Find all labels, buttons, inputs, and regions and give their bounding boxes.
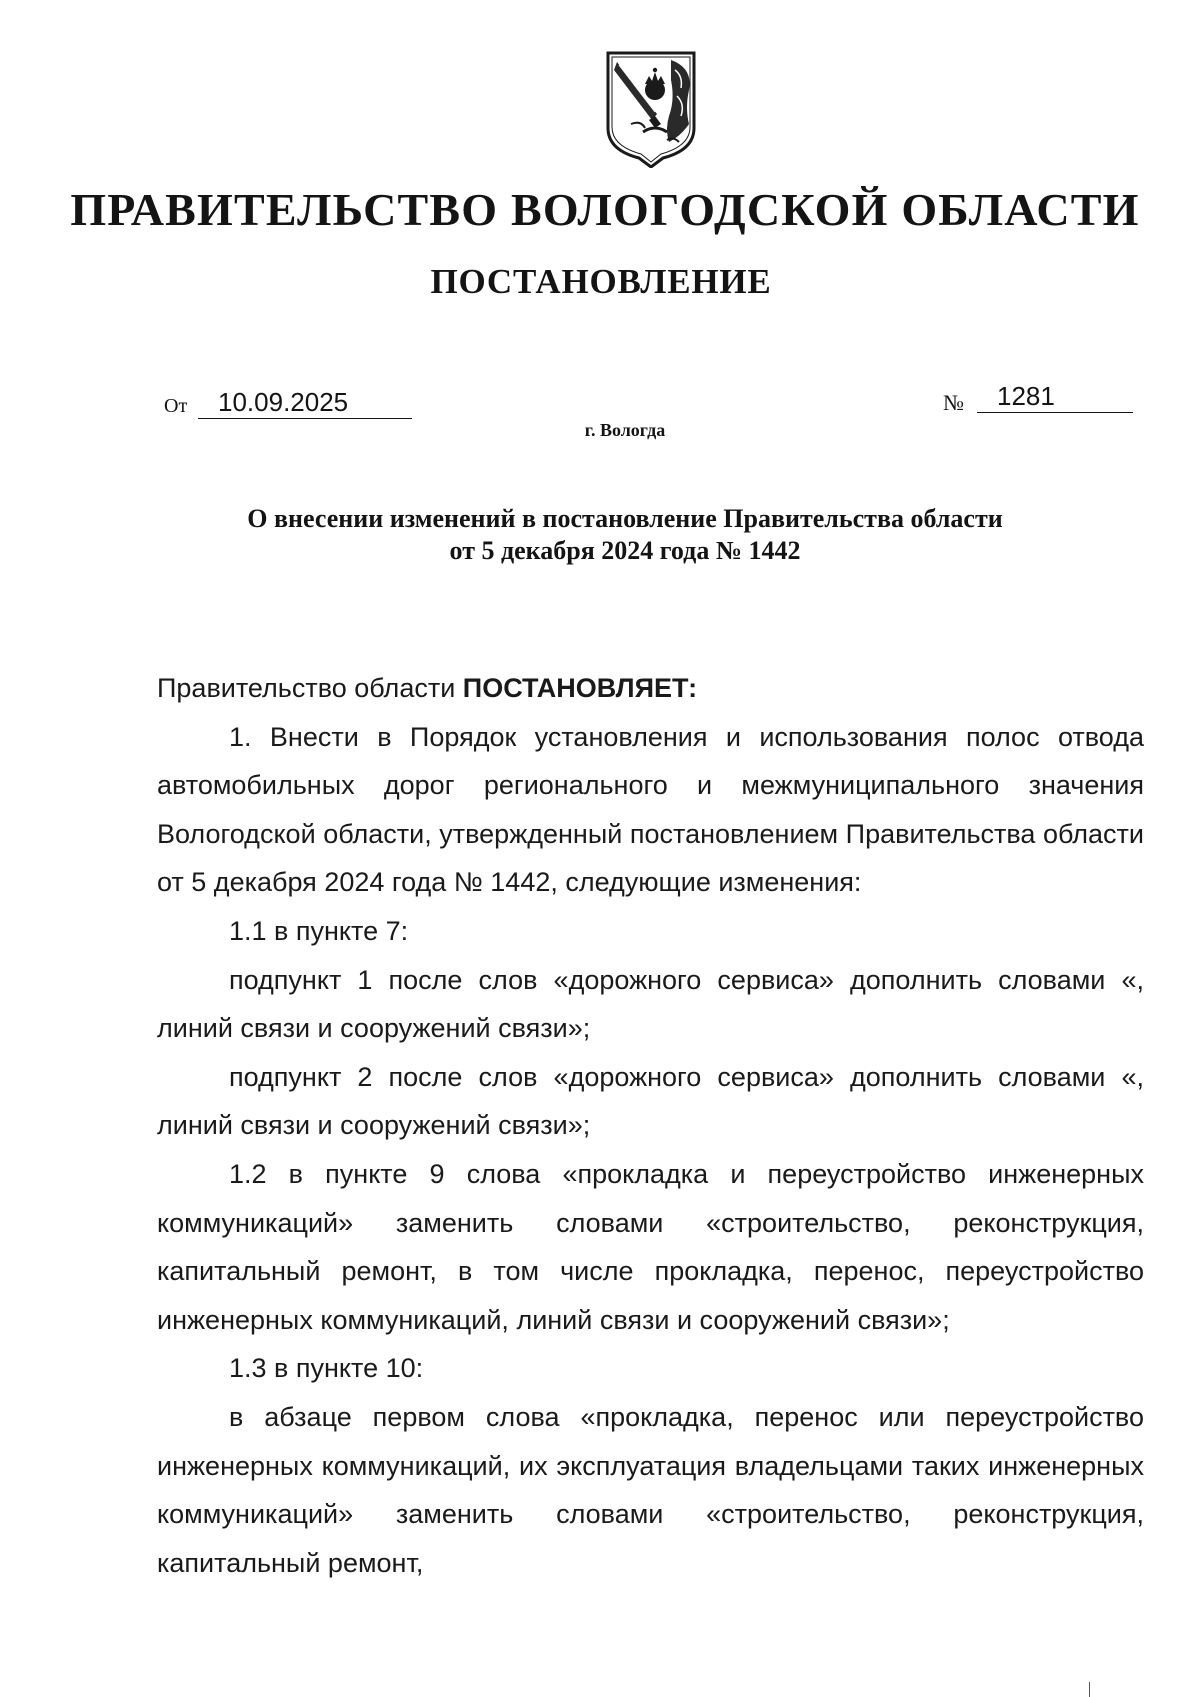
- preamble-decree: ПОСТАНОВЛЯЕТ:: [462, 673, 698, 703]
- body-paragraph: 1. Внести в Порядок установления и использования полос отвода автомобильных дорог регионального и межмуниципального значения Вологодской области, утвержденный постановлением Правительства области от 5 декабря 2024 года № 1442, следующие изменения:: [157, 721, 1144, 898]
- page-edge-mark: [1089, 1682, 1090, 1697]
- document-subject: [150, 503, 1100, 567]
- preamble: [157, 664, 1144, 713]
- body-paragraph: 1.3 в пункте 10:: [229, 1353, 424, 1384]
- preamble-text: Правительство области: [157, 673, 463, 703]
- number-label: №: [943, 390, 964, 415]
- document-type: ПОСТАНОВЛЕНИЕ: [430, 262, 772, 301]
- body-paragraph: 1.2 в пункте 9 слова «прокладка и переустройство инженерных коммуникаций» заменить словами «строительство, реконструкция, капитальный ремонт, в том числе прокладка, перенос, переустройство инженерных коммуникаций, линий связи и сооружений связи»;: [157, 1158, 1144, 1335]
- government-title: ПРАВИТЕЛЬСТВО ВОЛОГОДСКОЙ ОБЛАСТИ: [70, 184, 1140, 235]
- subject-line: О внесении изменений в постановление Правительства области: [247, 504, 1003, 533]
- vologda-coat-of-arms-icon: [605, 50, 697, 168]
- document-date: 10.09.2025: [198, 386, 412, 419]
- date-label: От: [164, 395, 188, 417]
- body-paragraph: в абзаце первом слова «прокладка, перенос или переустройство инженерных коммуникаций, их эксплуатация владельцами таких инженерных коммуникаций» заменить словами «строительство, реконструкция, капитальный ремонт,: [157, 1401, 1144, 1578]
- subject-line: от 5 декабря 2024 года № 1442: [449, 536, 801, 565]
- document-city: г. Вологда: [584, 420, 666, 440]
- document-number: 1281: [977, 380, 1133, 413]
- body-paragraph: подпункт 1 после слов «дорожного сервиса» дополнить словами «, линий связи и сооружений связи»;: [157, 964, 1144, 1044]
- body-paragraph: подпункт 2 после слов «дорожного сервиса» дополнить словами «, линий связи и сооружений связи»;: [157, 1061, 1144, 1141]
- body-paragraph: 1.1 в пункте 7:: [229, 915, 409, 946]
- document-body: [157, 664, 1144, 1587]
